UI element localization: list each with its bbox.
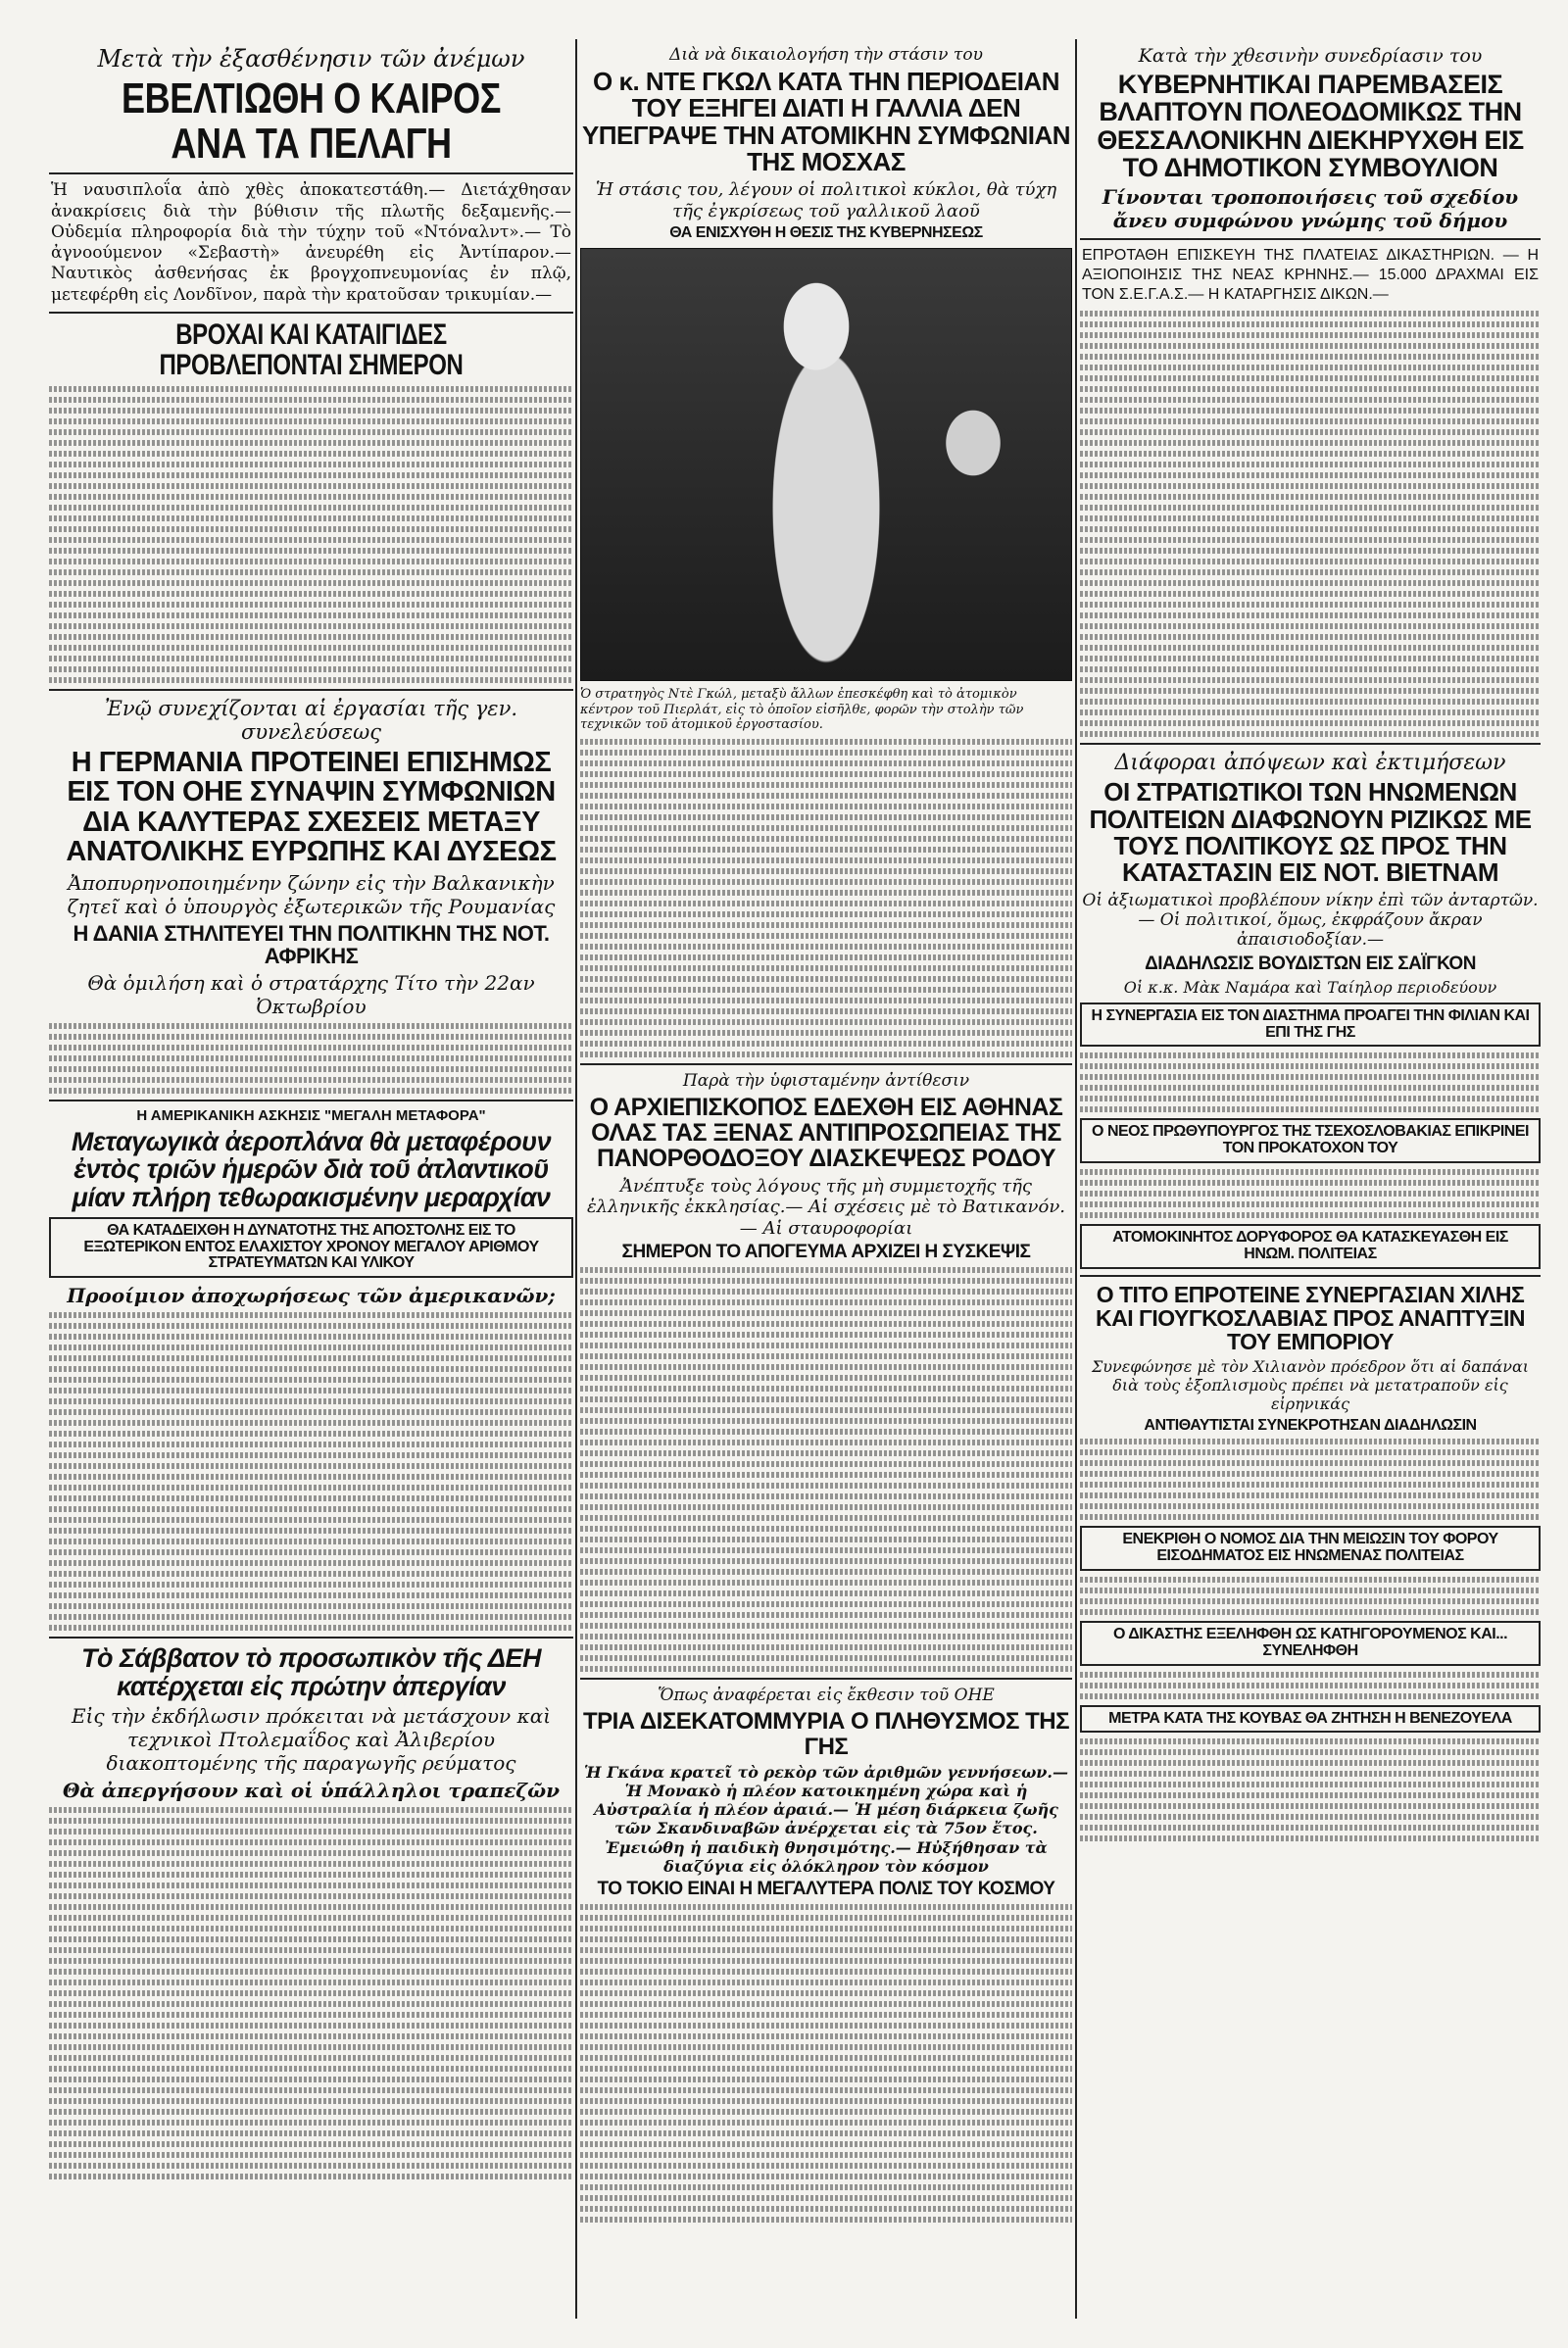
photo-caption: Ὁ στρατηγὸς Ντὲ Γκώλ, μεταξὺ ἄλλων ἐπεσκέφθη καὶ τὸ ἀτομικὸν κέντρον τοῦ Πιερλάτ, εἰς τὸ ὁποῖον εἰσῆλθε, φορῶν τὴν στολὴν τῶν τεχνικῶν τοῦ ἀτομικοῦ ἐργοστασίου. — [580, 687, 1024, 733]
boxed-headline: Ο ΔΙΚΑΣΤΗΣ ΕΞΕΛΗΦΘΗ ΩΣ ΚΑΤΗΓΟΡΟΥΜΕΝΟΣ ΚΑΙ... ΣΥΝΕΛΗΦΘΗ — [1080, 1621, 1541, 1666]
article-body — [1080, 1672, 1541, 1699]
boxed-headline: Η ΣΥΝΕΡΓΑΣΙΑ ΕΙΣ ΤΟΝ ΔΙΑΣΤΗΜΑ ΠΡΟΑΓΕΙ ΤΗΝ ΦΙΛΙΑΝ ΚΑΙ ΕΠΙ ΤΗΣ ΓΗΣ — [1080, 1003, 1541, 1048]
kicker: Ὅπως ἀναφέρεται εἰς ἔκθεσιν τοῦ ΟΗΕ — [658, 1686, 995, 1706]
article-body — [1080, 1738, 1541, 1841]
subheadline: Γίνονται τροποποιήσεις τοῦ σχεδίου ἄνευ συμφώνου γνώμης τοῦ δήμου — [1102, 185, 1519, 233]
article-body — [1080, 1052, 1541, 1112]
headline: ΟΙ ΣΤΡΑΤΙΩΤΙΚΟΙ ΤΩΝ ΗΝΩΜΕΝΩΝ ΠΟΛΙΤΕΙΩΝ ΔΙΑΦΩΝΟΥΝ ΡΙΖΙΚΩΣ ΜΕ ΤΟΥΣ ΠΟΛΙΤΙΚΟΥΣ ΩΣ ΠΡΟΣ ΤΗΝ ΚΑΤΑΣΤΑΣΙΝ ΕΙΣ ΝΟΤ. ΒΙΕΤΝΑΜ — [1089, 777, 1532, 888]
lead-paragraph: Ἡ ναυσιπλοΐα ἀπὸ χθὲς ἀποκατεστάθη.— Διετάχθησαν ἀνακρίσεις διὰ τὴν βύθισιν τῆς πλωτῆς δεξαμενῆς.— Οὐδεμία πληροφορία διὰ τὴν τύχην τοῦ «Ντόναλντ».— Τὸ ἀγνοούμενον «Σεβαστὴ» ἀνευρέθη εἰς Ἀντίπαρον.— Ναυτικὸς ἀσθενήσας ἐκ βρογχοπνευμονίας ἐν πλῷ, μετεφέρθη εἰς Λονδῖνον, παρὰ τὴν κρατοῦσαν τρικυμίαν.— — [51, 180, 571, 305]
subheadline: Ἡ Γκάνα κρατεῖ τὸ ρεκὸρ τῶν ἀριθμῶν γεννήσεων.— Ἡ Μονακὸ ἡ πλέον κατοικημένη χώρα καὶ ἡ Αὐστραλία ἡ πλέον ἀραιά.— Ἡ μέση διάρκεια ζωῆς τῶν Σκανδιναβῶν ἀνέρχεται εἰς τὰ 75ον ἔτος. Ἐμειώθη ἡ παιδικὴ θνησιμότης.— Ηὐξήθησαν τὰ διαζύγια εἰς ὁλόκληρον τὸν κόσμον — [584, 1762, 1068, 1876]
column-right — [1080, 39, 1541, 2319]
kicker: Διὰ νὰ δικαιολογήση τὴν στάσιν του — [669, 45, 983, 65]
article-body — [1080, 1169, 1541, 1218]
subheadline: ΘΑ ΚΑΤΑΔΕΙΧΘΗ Η ΔΥΝΑΤΟΤΗΣ ΤΗΣ ΑΠΟΣΤΟΛΗΣ ΕΙΣ ΤΟ ΕΞΩΤΕΡΙΚΟΝ ΕΝΤΟΣ ΕΛΑΧΙΣΤΟΥ ΧΡΟΝΟΥ ΜΕΓΑΛΟΥ ΑΡΙΘΜΟΥ ΣΤΡΑΤΕΥΜΑΤΩΝ ΚΑΙ ΥΛΙΚΟΥ — [49, 1217, 573, 1278]
photo-de-gaulle — [580, 248, 1072, 681]
subheadline: ΣΗΜΕΡΟΝ ΤΟ ΑΠΟΓΕΥΜΑ ΑΡΧΙΖΕΙ Η ΣΥΣΚΕΨΙΣ — [621, 1242, 1031, 1263]
article-body — [580, 1904, 1072, 2223]
kicker: Κατὰ τὴν χθεσινὴν συνεδρίασιν του — [1138, 45, 1483, 67]
article-body — [1080, 1439, 1541, 1520]
article-body — [1080, 1577, 1541, 1615]
kicker: Ἐνῷ συνεχίζονται αἱ ἐργασίαι τῆς γεν. συνελεύσεως — [104, 696, 518, 744]
article-body — [49, 386, 573, 683]
subheadline: Οἱ ἀξιωματικοὶ προβλέπουν νίκην ἐπὶ τῶν ἀνταρτῶν.— Οἱ πολιτικοί, ὅμως, ἐκφράζουν ἄκραν ἀπαισιοδοξίαν.— — [1082, 890, 1539, 951]
boxed-headline: ΕΝΕΚΡΙΘΗ Ο ΝΟΜΟΣ ΔΙΑ ΤΗΝ ΜΕΙΩΣΙΝ ΤΟΥ ΦΟΡΟΥ ΕΙΣΟΔΗΜΑΤΟΣ ΕΙΣ ΗΝΩΜΕΝΑΣ ΠΟΛΙΤΕΙΑΣ — [1080, 1526, 1541, 1571]
boxed-headline: ΜΕΤΡΑ ΚΑΤΑ ΤΗΣ ΚΟΥΒΑΣ ΘΑ ΖΗΤΗΣΗ Η ΒΕΝΕΖΟΥΕΛΑ — [1080, 1705, 1541, 1734]
column-rule — [575, 39, 577, 2319]
subheadline: ΑΝΤΙΘΑΥΤΙΣΤΑΙ ΣΥΝΕΚΡΟΤΗΣΑΝ ΔΙΑΔΗΛΩΣΙΝ — [1144, 1416, 1477, 1434]
subheadline: Προοίμιον ἀποχωρήσεως τῶν ἀμερικανῶν; — [67, 1284, 556, 1308]
headline: Ο ΤΙΤΟ ΕΠΡΟΤΕΙΝΕ ΣΥΝΕΡΓΑΣΙΑΝ ΧΙΛΗΣ ΚΑΙ ΓΙΟΥΓΚΟΣΛΑΒΙΑΣ ΠΡΟΣ ΑΝΑΠΤΥΞΙΝ ΤΟΥ ΕΜΠΟΡΙΟΥ — [1096, 1281, 1525, 1354]
headline: ΒΡΟΧΑΙ ΚΑΙ ΚΑΤΑΙΓΙΔΕΣ ΠΡΟΒΛΕΠΟΝΤΑΙ ΣΗΜΕΡΟΝ — [159, 318, 464, 382]
article-body — [580, 1267, 1072, 1672]
subheadline: Ἡ στάσις του, λέγουν οἱ πολιτικοὶ κύκλοι, θὰ τύχη τῆς ἐγκρίσεως τοῦ γαλλικοῦ λαοῦ — [595, 179, 1057, 221]
kicker: Διάφοραι ἀπόψεων καὶ ἐκτιμήσεων — [1114, 751, 1506, 776]
boxed-headline: ΑΤΟΜΟΚΙΝΗΤΟΣ ΔΟΡΥΦΟΡΟΣ ΘΑ ΚΑΤΑΣΚΕΥΑΣΘΗ ΕΙΣ ΗΝΩΜ. ΠΟΛΙΤΕΙΑΣ — [1080, 1224, 1541, 1269]
subheadline: ΔΙΑΔΗΛΩΣΙΣ ΒΟΥΔΙΣΤΩΝ ΕΙΣ ΣΑΪΓΚΟΝ — [1145, 953, 1476, 974]
subheadline: Θὰ ὁμιλήση καὶ ὁ στρατάρχης Τίτο τὴν 22αν Ὀκτωβρίου — [87, 970, 535, 1018]
article-body — [580, 739, 1072, 1057]
headline: ΤΡΙΑ ΔΙΣΕΚΑΤΟΜΜΥΡΙΑ Ο ΠΛΗΘΥΣΜΟΣ ΤΗΣ ΓΗΣ — [582, 1708, 1070, 1760]
kicker: Παρὰ τὴν ὑφισταμένην ἀντίθεσιν — [682, 1070, 970, 1091]
headline: Μεταγωγικὰ ἀεροπλάνα θὰ μεταφέρουν ἐντὸς τριῶν ἡμερῶν διὰ τοῦ ἀτλαντικοῦ μίαν πλήρη τεθωρακισμένην μεραρχίαν — [71, 1126, 552, 1212]
headline: Η ΓΕΡΜΑΝΙΑ ΠΡΟΤΕΙΝΕΙ ΕΠΙΣΗΜΩΣ ΕΙΣ ΤΟΝ ΟΗΕ ΣΥΝΑΨΙΝ ΣΥΜΦΩΝΙΩΝ ΔΙΑ ΚΑΛΥΤΕΡΑΣ ΣΧΕΣΕΙΣ ΜΕΤΑΞΥ ΑΝΑΤΟΛΙΚΗΣ ΕΥΡΩΠΗΣ ΚΑΙ ΔΥΣΕΩΣ — [66, 746, 557, 868]
headline: ΕΒΕΛΤΙΩΘΗ Ο ΚΑΙΡΟΣ ΑΝΑ ΤΑ ΠΕΛΑΓΗ — [121, 74, 502, 169]
subheadline: Θὰ ἀπεργήσουν καὶ οἱ ὑπάλληλοι τραπεζῶν — [62, 1778, 561, 1802]
kicker: Μετὰ τὴν ἐξασθένησιν τῶν ἀνέμων — [97, 45, 525, 73]
subheadline: ΤΟ ΤΟΚΙΟ ΕΙΝΑΙ Η ΜΕΓΑΛΥΤΕΡΑ ΠΟΛΙΣ ΤΟΥ ΚΟΣΜΟΥ — [597, 1878, 1055, 1899]
article-body — [49, 1023, 573, 1094]
headline: Ο κ. ΝΤΕ ΓΚΩΛ ΚΑΤΑ ΤΗΝ ΠΕΡΙΟΔΕΙΑΝ ΤΟΥ ΕΞΗΓΕΙ ΔΙΑΤΙ Η ΓΑΛΛΙΑ ΔΕΝ ΥΠΕΓΡΑΨΕ ΤΗΝ ΑΤΟΜΙΚΗΝ ΣΥΜΦΩΝΙΑΝ ΤΗΣ ΜΟΣΧΑΣ — [581, 67, 1071, 176]
headline: ΚΥΒΕΡΝΗΤΙΚΑΙ ΠΑΡΕΜΒΑΣΕΙΣ ΒΛΑΠΤΟΥΝ ΠΟΛΕΟΔΟΜΙΚΩΣ ΤΗΝ ΘΕΣΣΑΛΟΝΙΚΗΝ ΔΙΕΚΗΡΥΧΘΗ ΕΙΣ ΤΟ ΔΗΜΟΤΙΚΟΝ ΣΥΜΒΟΥΛΙΟΝ — [1097, 70, 1524, 183]
subheadline: Εἰς τὴν ἐκδήλωσιν πρόκειται νὰ μετάσχουν καὶ τεχνικοὶ Πτολεμαΐδος καὶ Ἀλιβερίου διακοπτομένης τῆς παραγωγῆς ρεύματος — [71, 1703, 552, 1775]
column-middle — [580, 39, 1072, 2319]
article-body — [49, 1807, 573, 2179]
column-rule — [1075, 39, 1077, 2319]
subheadline: Η ΔΑΝΙΑ ΣΤΗΛΙΤΕΥΕΙ ΤΗΝ ΠΟΛΙΤΙΚΗΝ ΤΗΣ ΝΟΤ. ΑΦΡΙΚΗΣ — [73, 920, 550, 968]
subheadline: Ἀνέπτυξε τοὺς λόγους τῆς μὴ συμμετοχῆς τῆς ἑλληνικῆς ἐκκλησίας.— Αἱ σχέσεις μὲ τὸ Βατικανόν.— Αἱ σταυροφορίαι — [587, 1175, 1065, 1239]
column-left — [49, 39, 573, 2319]
subheadline: ΘΑ ΕΝΙΣΧΥΘΗ Η ΘΕΣΙΣ ΤΗΣ ΚΥΒΕΡΝΗΣΕΩΣ — [669, 224, 983, 242]
section-label: Η ΑΜΕΡΙΚΑΝΙΚΗ ΑΣΚΗΣΙΣ "ΜΕΓΑΛΗ ΜΕΤΑΦΟΡΑ" — [136, 1106, 486, 1124]
headline: Ο ΑΡΧΙΕΠΙΣΚΟΠΟΣ ΕΔΕΧΘΗ ΕΙΣ ΑΘΗΝΑΣ ΟΛΑΣ ΤΑΣ ΞΕΝΑΣ ΑΝΤΙΠΡΟΣΩΠΕΙΑΣ ΤΗΣ ΠΑΝΟΡΘΟΔΟΞΟΥ ΔΙΑΣΚΕΨΕΩΣ ΡΟΔΟΥ — [589, 1093, 1063, 1173]
subheadline: ΕΠΡΟΤΑΘΗ ΕΠΙΣΚΕΥΗ ΤΗΣ ΠΛΑΤΕΙΑΣ ΔΙΚΑΣΤΗΡΙΩΝ. — Η ΑΞΙΟΠΟΙΗΣΙΣ ΤΗΣ ΝΕΑΣ ΚΡΗΝΗΣ.— 15.000 ΔΡΑΧΜΑΙ ΕΙΣ ΤΟΝ Σ.Ε.Γ.Α.Σ.— Η ΚΑΤΑΡΓΗΣΙΣ ΔΙΚΩΝ.— — [1082, 247, 1539, 304]
subheadline: Οἱ κ.κ. Μὰκ Ναμάρα καὶ Ταίηλορ περιοδεύουν — [1123, 977, 1497, 997]
article-body — [49, 1312, 573, 1631]
subheadline: Ἀποπυρηνοποιημένην ζώνην εἰς τὴν Βαλκανικὴν ζητεῖ καὶ ὁ ὑπουργὸς ἐξωτερικῶν τῆς Ρουμανίας — [67, 870, 556, 918]
headline: Τὸ Σάββατον τὸ προσωπικὸν τῆς ΔΕΗ κατέρχεται εἰς πρώτην ἀπεργίαν — [80, 1643, 542, 1701]
boxed-headline: Ο ΝΕΟΣ ΠΡΩΘΥΠΟΥΡΓΟΣ ΤΗΣ ΤΣΕΧΟΣΛΟΒΑΚΙΑΣ ΕΠΙΚΡΙΝΕΙ ΤΟΝ ΠΡΟΚΑΤΟΧΟΝ ΤΟΥ — [1080, 1118, 1541, 1163]
article-body — [1080, 311, 1541, 737]
subheadline: Συνεφώνησε μὲ τὸν Χιλιανὸν πρόεδρον ὅτι αἱ δαπάναι διὰ τοὺς ἐξοπλισμοὺς πρέπει νὰ μετατραποῦν εἰς εἰρηνικάς — [1091, 1357, 1530, 1414]
